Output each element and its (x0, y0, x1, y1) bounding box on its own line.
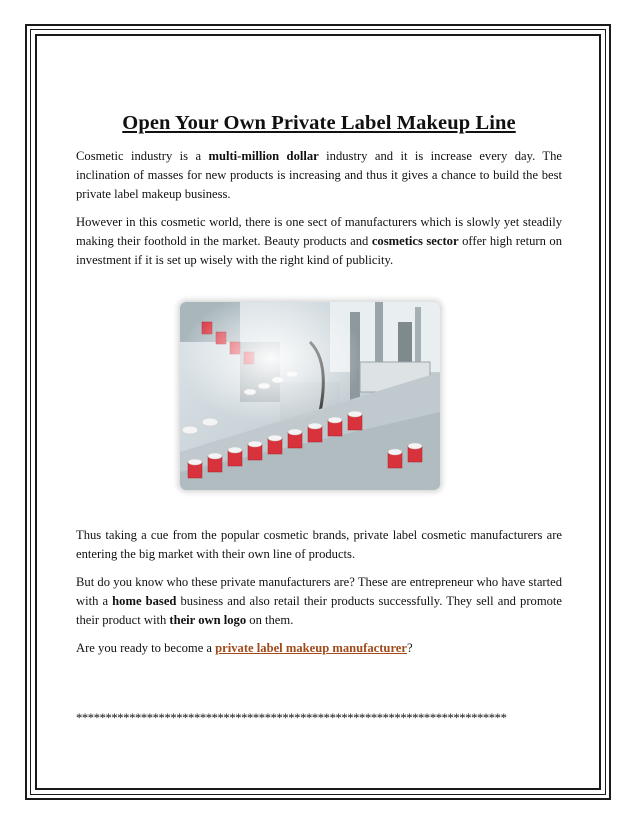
text-run: But do you know who these private manufacturers are? These are entrepreneur who have started with a (76, 575, 562, 608)
bold-run: multi-million dollar (208, 149, 319, 163)
paragraph-cue: Thus taking a cue from the popular cosmetic brands, private label cosmetic manufacturers are entering the big market with their own line of products. (76, 528, 562, 561)
text-run: Are you ready to become a (76, 641, 216, 655)
asterisk-separator: ************************************************************************* (76, 711, 507, 725)
article-lower (76, 526, 562, 667)
page-title: Open Your Own Private Label Makeup Line (122, 112, 516, 134)
text-run: offer high return on investment if it is set up wisely with the right kind of publicity. (76, 234, 562, 267)
bold-run: their own logo (169, 613, 247, 627)
cosmetics-factory-illustration (180, 302, 440, 490)
bold-run: cosmetics sector (371, 234, 459, 248)
text-run: business and also retail their products successfully. They sell and promote their product with (76, 594, 563, 627)
text-run: However in this cosmetic world, there is one sect of manufacturers which is slowly yet steadily making their foothold in the market. Beauty products and (76, 215, 562, 248)
paragraph-sector (76, 213, 562, 270)
paragraph-call-to-action (76, 639, 562, 658)
paragraph-intro (76, 147, 562, 204)
bold-run: home based (112, 594, 177, 608)
private-label-link[interactable]: private label makeup manufacturer (215, 641, 407, 655)
production-line-image (180, 302, 440, 490)
article-upper (76, 112, 562, 279)
text-run: Cosmetic industry is a (76, 149, 209, 163)
text-run: on them. (246, 613, 294, 627)
text-run: ? (406, 641, 413, 655)
text-run: industry and it is increase every day. The inclination of masses for new products is increasing and thus it gives a chance to build the best private label makeup business. (76, 149, 562, 201)
paragraph-entrepreneurs (76, 573, 562, 630)
